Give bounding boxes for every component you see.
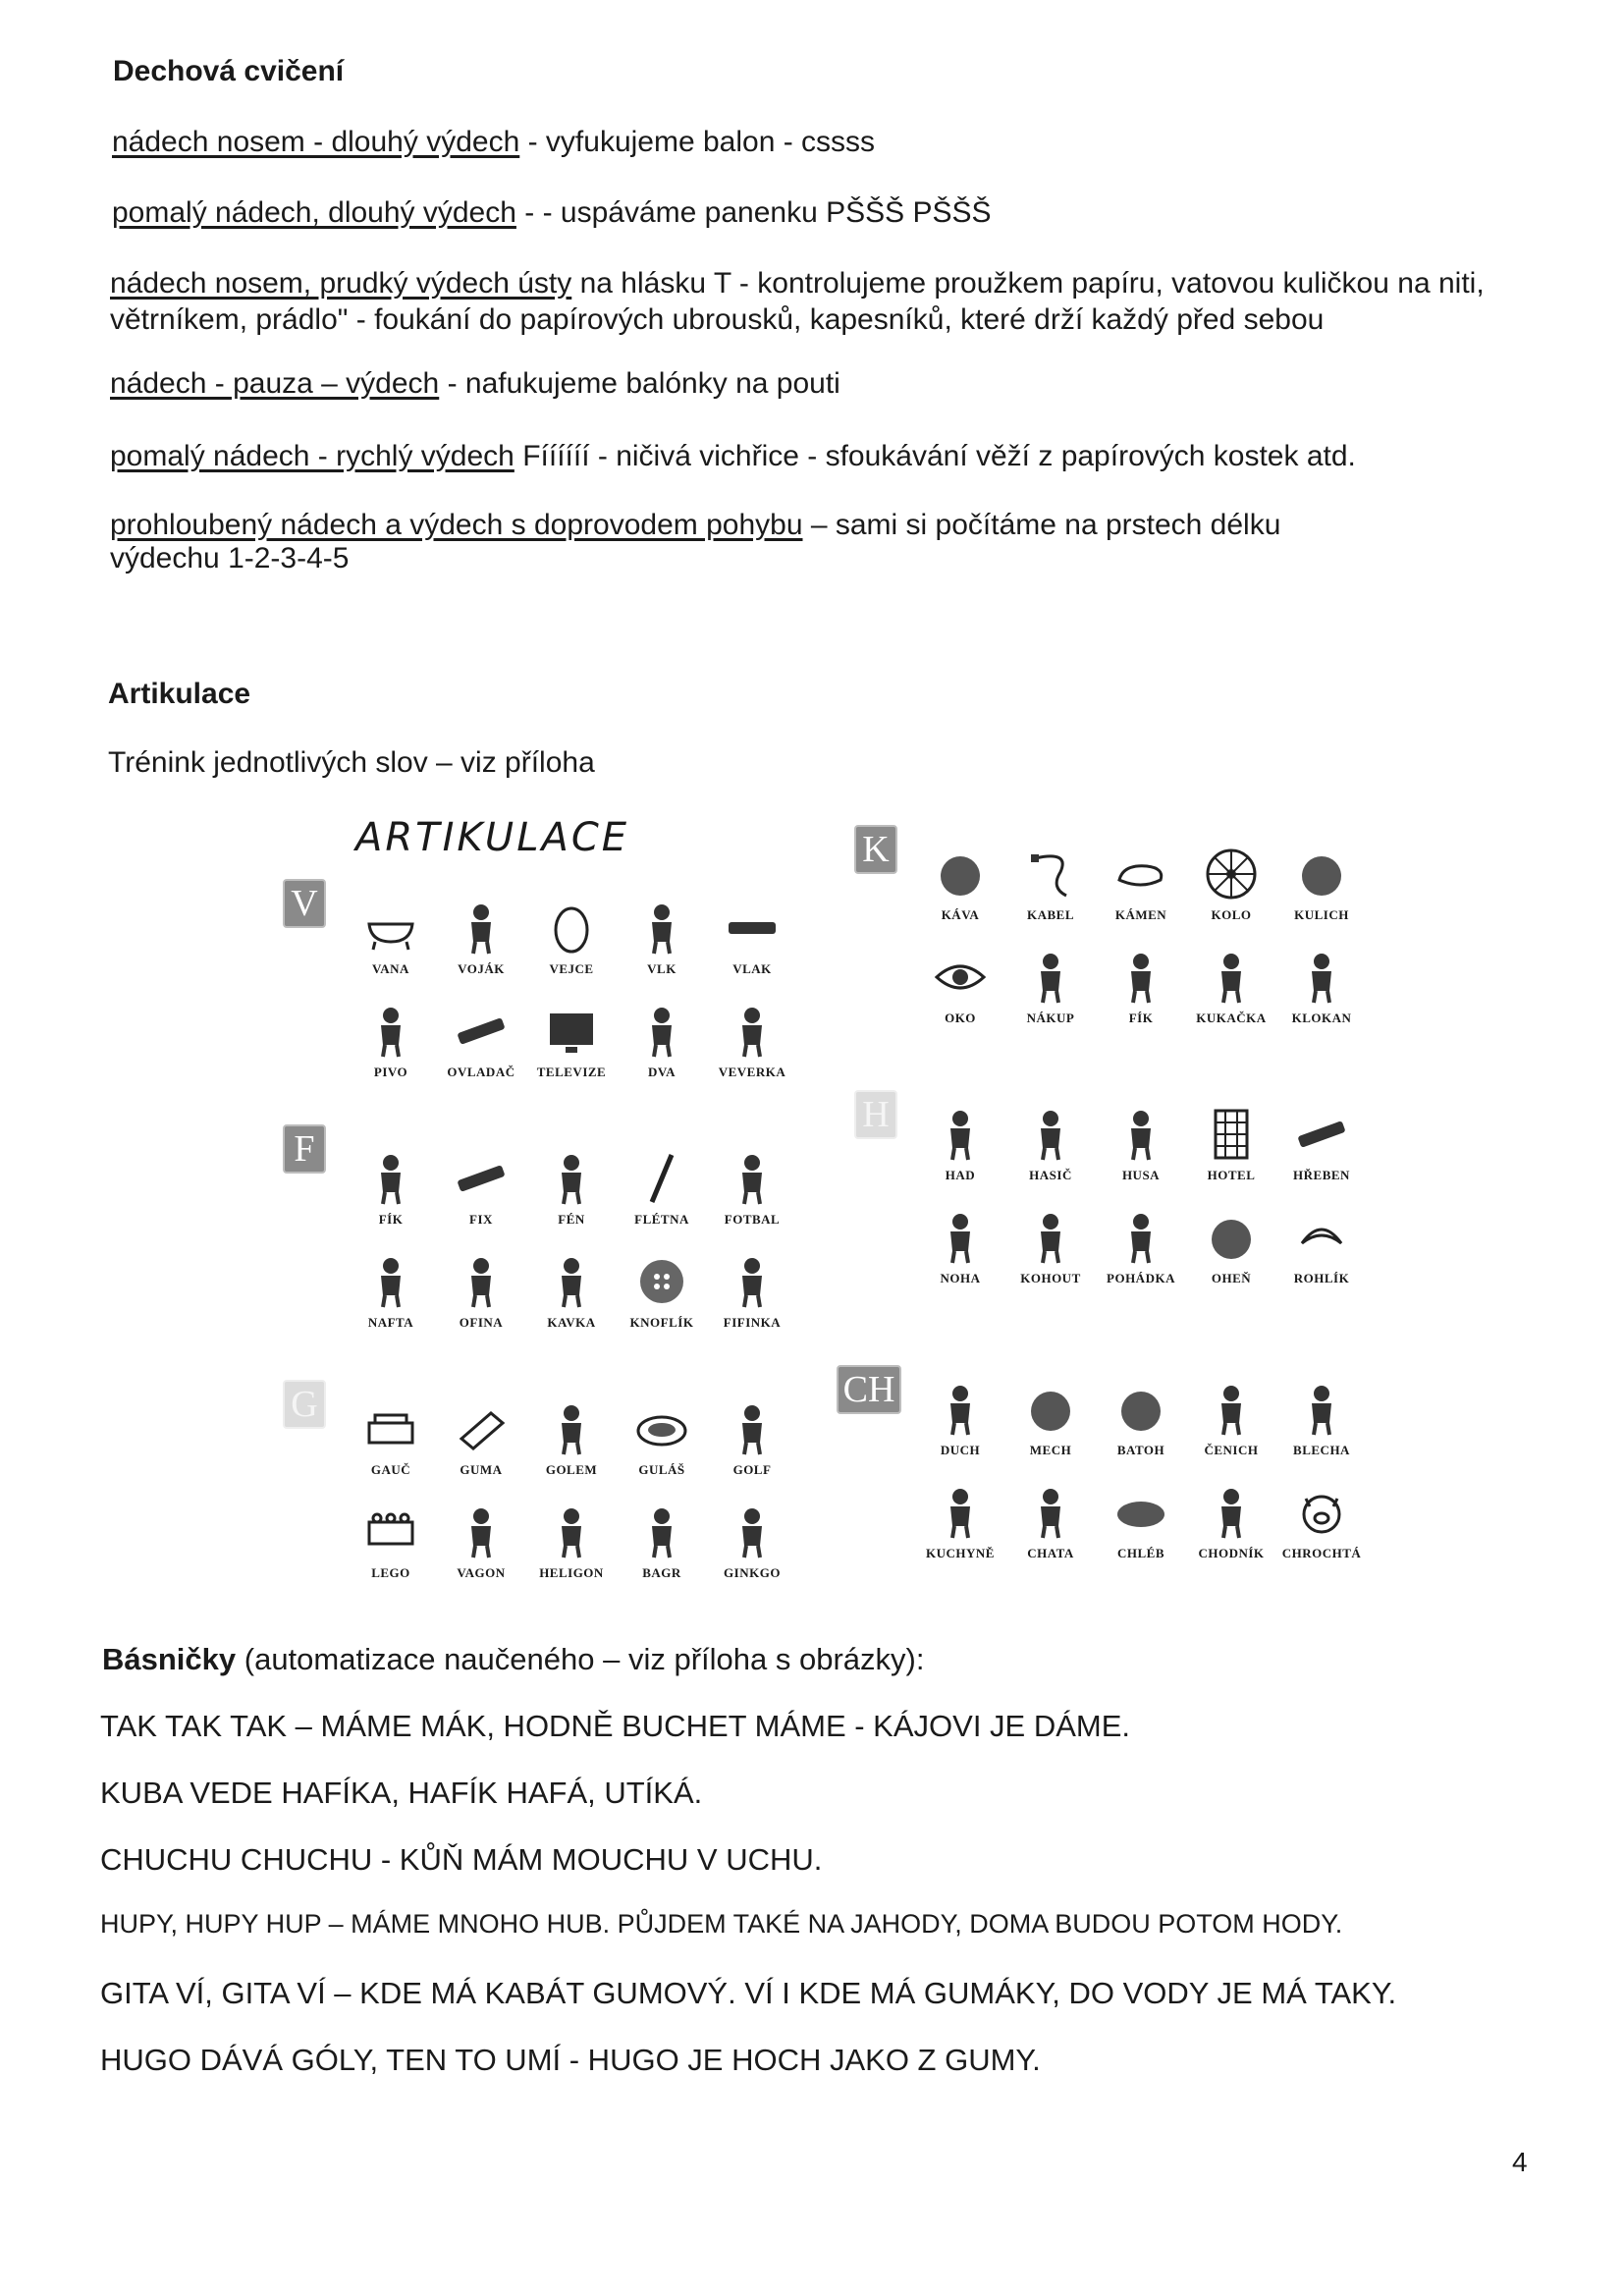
train-icon	[723, 899, 782, 957]
articulation-intro: Trénink jednotlivých slov – viz příloha	[108, 746, 595, 779]
basket-icon	[1021, 948, 1080, 1007]
breathing-line-4-text: - nafukujeme balónky na pouti	[439, 367, 840, 400]
poems-heading-rest: (automatizace naučeného – viz příloha s obrázky):	[236, 1642, 925, 1676]
poems-heading: Básničky	[102, 1642, 237, 1676]
wolf-icon	[632, 899, 691, 957]
cable-icon	[1021, 845, 1080, 903]
worksheet-item-label: DUCH	[940, 1443, 981, 1457]
worksheet-item	[705, 1149, 799, 1228]
worksheet-item	[615, 1149, 709, 1228]
worksheet-item-label: MECH	[1029, 1443, 1072, 1457]
pig-icon	[1292, 1483, 1351, 1542]
worksheet-item	[1003, 1105, 1098, 1183]
breathing-line-3-term: nádech nosem, prudký výdech ústy	[110, 267, 572, 300]
hat-icon	[1292, 845, 1351, 903]
worksheet-letter-f: F	[283, 1124, 326, 1174]
worksheet-item	[913, 948, 1007, 1026]
worksheet-item	[615, 1002, 709, 1080]
backpack-icon	[1111, 1380, 1170, 1439]
soldier-icon	[452, 899, 511, 957]
worksheet-item-label: GINKGO	[724, 1565, 781, 1580]
egg-icon	[542, 899, 601, 957]
kangaroo-icon	[1292, 948, 1351, 1007]
breathing-line-3-text: na hlásku T - kontrolujeme proužkem papíru, vatovou kuličkou na niti,	[571, 267, 1485, 300]
breathing-line-6-term: prohloubený nádech a výdech s doprovodem pohybu	[110, 509, 803, 541]
worksheet-item	[705, 1503, 799, 1581]
worksheet-item-label: VEJCE	[549, 961, 594, 976]
worksheet-item-label: VLK	[647, 961, 677, 976]
worksheet-title: ARTIKULACE	[355, 815, 630, 860]
articulation-worksheet	[265, 805, 1394, 1591]
worksheet-item-label: NÁKUP	[1026, 1011, 1075, 1025]
poem-line-2: KUBA VEDE HAFÍKA, HAFÍK HAFÁ, UTÍKÁ.	[100, 1776, 703, 1810]
breathing-line-3-cont-text: větrníkem, prádlo" - foukání do papírových ubrousků, kapesníků, které drží každý před sebou	[110, 303, 1325, 336]
breathing-line-6-text: – sami si počítáme na prstech délku	[802, 509, 1281, 541]
worksheet-item-label: KUKAČKA	[1196, 1011, 1267, 1025]
squirrel-icon	[723, 1002, 782, 1061]
goulash-icon	[632, 1399, 691, 1458]
worksheet-item	[344, 1399, 438, 1478]
page-number: 4	[1512, 2147, 1528, 2177]
goose-icon	[1111, 1105, 1170, 1164]
worksheet-item	[1184, 845, 1278, 923]
worksheet-item	[1184, 1208, 1278, 1286]
worksheet-item	[344, 899, 438, 977]
jackdaw-icon	[542, 1252, 601, 1311]
worksheet-item-label: ROHLÍK	[1293, 1271, 1350, 1285]
worksheet-item	[615, 1399, 709, 1478]
worksheet-item-label: KNOFLÍK	[629, 1315, 694, 1330]
poem-line-6: HUGO DÁVÁ GÓLY, TEN TO UMÍ - HUGO JE HOCH JAKO Z GUMY.	[100, 2043, 1041, 2077]
worksheet-item-label: NAFTA	[367, 1315, 414, 1330]
breathing-line-1-text: - vyfukujeme balon - cssss	[519, 126, 876, 158]
worksheet-letter-k: K	[854, 825, 897, 874]
fireman-icon	[1021, 1105, 1080, 1164]
worksheet-item	[615, 1252, 709, 1331]
wagon-icon	[452, 1503, 511, 1561]
worksheet-item	[434, 1399, 528, 1478]
hotel-icon	[1202, 1105, 1261, 1164]
cuckoo-icon	[1202, 948, 1261, 1007]
breathing-line-2	[112, 196, 992, 230]
leg-icon	[931, 1208, 990, 1267]
worksheet-item	[1003, 1483, 1098, 1561]
worksheet-item-label: PIVO	[373, 1065, 408, 1079]
worksheet-item-label: FIX	[469, 1212, 493, 1227]
worksheet-item-label: GUMA	[460, 1462, 503, 1477]
worksheet-item	[1274, 948, 1369, 1026]
worksheet-item	[344, 1149, 438, 1228]
worksheet-item	[524, 899, 619, 977]
worksheet-item	[1003, 1208, 1098, 1286]
worksheet-item-label: KUCHYNĚ	[926, 1546, 995, 1560]
worksheet-item	[1003, 948, 1098, 1026]
worksheet-item-label: FÍK	[378, 1212, 404, 1227]
worksheet-item-label: FÉN	[558, 1212, 585, 1227]
worksheet-item-label: CHROCHTÁ	[1281, 1546, 1362, 1560]
worksheet-item	[705, 1399, 799, 1478]
worksheet-item	[913, 1208, 1007, 1286]
worksheet-item	[705, 899, 799, 977]
worksheet-item-label: KULICH	[1294, 907, 1349, 922]
worksheet-item-label: GOLF	[732, 1462, 772, 1477]
worksheet-item	[434, 1002, 528, 1080]
worksheet-item-label: KLOKAN	[1291, 1011, 1352, 1025]
breathing-line-4	[110, 367, 840, 401]
worksheet-item	[434, 1252, 528, 1331]
worksheet-letter-g: G	[283, 1380, 326, 1429]
worksheet-item	[1094, 948, 1188, 1026]
cottage-icon	[1021, 1483, 1080, 1542]
coffee-icon	[931, 845, 990, 903]
worksheet-item	[434, 1149, 528, 1228]
worksheet-item	[524, 1002, 619, 1080]
worksheet-item	[615, 899, 709, 977]
breathing-line-5-text: Fíííííí - ničivá vichřice - sfoukávání věží z papírových kostek atd.	[514, 440, 1356, 472]
worksheet-item-label: KOLO	[1211, 907, 1252, 922]
worksheet-item	[1094, 1105, 1188, 1183]
poem-line-4: HUPY, HUPY HUP – MÁME MNOHO HUB. PŮJDEM TAKÉ NA JAHODY, DOMA BUDOU POTOM HODY.	[100, 1909, 1343, 1939]
marker-icon	[452, 1149, 511, 1208]
remote-icon	[452, 1002, 511, 1061]
fig-icon	[1111, 948, 1170, 1007]
footballer-icon	[723, 1149, 782, 1208]
beer-icon	[361, 1002, 420, 1061]
breathing-line-6	[110, 509, 1280, 542]
kitchen-icon	[931, 1483, 990, 1542]
sofa-icon	[361, 1399, 420, 1458]
breathing-line-6-cont-text: výdechu 1-2-3-4-5	[110, 542, 350, 574]
breathing-line-2-term: pomalý nádech, dlouhý výdech	[112, 196, 516, 229]
breathing-line-6-cont	[110, 542, 349, 575]
breathing-line-5	[110, 440, 1356, 473]
worksheet-item	[524, 1149, 619, 1228]
worksheet-item-label: VAGON	[457, 1565, 506, 1580]
breathing-line-4-term: nádech - pauza – výdech	[110, 367, 440, 400]
worksheet-item-label: CHLÉB	[1116, 1546, 1164, 1560]
worksheet-item	[434, 1503, 528, 1581]
worksheet-letter-h: H	[854, 1090, 897, 1139]
worksheet-item-label: OKO	[945, 1011, 976, 1025]
snake-icon	[931, 1105, 990, 1164]
golem-icon	[542, 1399, 601, 1458]
worksheet-item-label: VLAK	[732, 961, 772, 976]
lego-icon	[361, 1503, 420, 1561]
golfer-icon	[723, 1399, 782, 1458]
worksheet-item-label: GULÁŠ	[638, 1462, 685, 1477]
girl-face-icon	[452, 1252, 511, 1311]
pavement-icon	[1202, 1483, 1261, 1542]
worksheet-item-label: BAGR	[642, 1565, 681, 1580]
worksheet-item-label: FLÉTNA	[634, 1212, 689, 1227]
worksheet-letter-v: V	[283, 879, 326, 928]
helicon-icon	[542, 1503, 601, 1561]
worksheet-item	[913, 845, 1007, 923]
worksheet-item	[913, 1380, 1007, 1458]
bath-icon	[361, 899, 420, 957]
worksheet-item	[344, 1252, 438, 1331]
worksheet-item-label: VANA	[372, 961, 409, 976]
worksheet-item	[1274, 845, 1369, 923]
worksheet-item-label: TELEVIZE	[536, 1065, 607, 1079]
fifinka-icon	[723, 1252, 782, 1311]
worksheet-item	[1094, 1208, 1188, 1286]
poem-line-5: GITA VÍ, GITA VÍ – KDE MÁ KABÁT GUMOVÝ. VÍ I KDE MÁ GUMÁKY, DO VODY JE MÁ TAKY.	[100, 1976, 1397, 2010]
croissant-icon	[1292, 1208, 1351, 1267]
comb-icon	[1292, 1105, 1351, 1164]
worksheet-item-label: KÁMEN	[1114, 907, 1167, 922]
worksheet-item-label: LEGO	[371, 1565, 410, 1580]
worksheet-item	[344, 1002, 438, 1080]
breathing-line-3-cont	[110, 303, 1324, 337]
worksheet-item	[705, 1252, 799, 1331]
poems-heading-line	[102, 1642, 924, 1677]
worksheet-item	[434, 899, 528, 977]
worksheet-item-label: HELIGON	[539, 1565, 604, 1580]
ghost-icon	[931, 1380, 990, 1439]
worksheet-item-label: FOTBAL	[724, 1212, 781, 1227]
worksheet-item-label: OHEŇ	[1211, 1271, 1252, 1285]
worksheet-item-label: KAVKA	[547, 1315, 596, 1330]
breathing-line-1	[112, 126, 875, 159]
tv-icon	[542, 1002, 601, 1061]
worksheet-item-label: DVA	[648, 1065, 676, 1079]
articulation-heading: Artikulace	[108, 678, 251, 710]
worksheet-item-label: CHATA	[1027, 1546, 1074, 1560]
worksheet-item-label: HAD	[945, 1168, 976, 1182]
breathing-line-5-term: pomalý nádech - rychlý výdech	[110, 440, 514, 472]
flea-icon	[1292, 1380, 1351, 1439]
worksheet-item-label: HASIČ	[1029, 1168, 1072, 1182]
flute-icon	[632, 1149, 691, 1208]
book-icon	[1111, 1208, 1170, 1267]
worksheet-item	[1274, 1483, 1369, 1561]
worksheet-item-label: NOHA	[940, 1271, 981, 1285]
button-icon	[632, 1252, 691, 1311]
worksheet-item	[1184, 1105, 1278, 1183]
worksheet-item-label: HOTEL	[1207, 1168, 1256, 1182]
excavator-icon	[632, 1503, 691, 1561]
worksheet-item-label: GAUČ	[370, 1462, 411, 1477]
canister-icon	[361, 1252, 420, 1311]
worksheet-item-label: KOHOUT	[1020, 1271, 1081, 1285]
worksheet-item-label: ČENICH	[1204, 1443, 1259, 1457]
worksheet-item-label: OVLADAČ	[447, 1065, 515, 1079]
breathing-heading: Dechová cvičení	[113, 55, 345, 87]
breathing-line-1-term: nádech nosem - dlouhý výdech	[112, 126, 520, 158]
worksheet-item-label: HUSA	[1121, 1168, 1161, 1182]
worksheet-item-label: FIFINKA	[723, 1315, 782, 1330]
bread-icon	[1111, 1483, 1170, 1542]
worksheet-item-label: HŘEBEN	[1293, 1168, 1350, 1182]
eye-icon	[931, 948, 990, 1007]
worksheet-item	[1094, 1483, 1188, 1561]
worksheet-item	[1003, 1380, 1098, 1458]
two-fingers-icon	[632, 1002, 691, 1061]
worksheet-item	[1003, 845, 1098, 923]
worksheet-item	[1094, 1380, 1188, 1458]
moss-icon	[1021, 1380, 1080, 1439]
poem-line-3: CHUCHU CHUCHU - KŮŇ MÁM MOUCHU V UCHU.	[100, 1842, 823, 1877]
breathing-line-3	[110, 267, 1485, 301]
worksheet-item-label: VEVERKA	[718, 1065, 786, 1079]
rooster-icon	[1021, 1208, 1080, 1267]
worksheet-item-label: CHODNÍK	[1198, 1546, 1265, 1560]
worksheet-item-label: BATOH	[1116, 1443, 1165, 1457]
worksheet-item	[1274, 1380, 1369, 1458]
worksheet-item-label: POHÁDKA	[1107, 1271, 1175, 1285]
worksheet-item-label: VOJÁK	[458, 961, 505, 976]
snout-icon	[1202, 1380, 1261, 1439]
stone-icon	[1111, 845, 1170, 903]
worksheet-item	[1184, 1483, 1278, 1561]
fire-icon	[1202, 1208, 1261, 1267]
dog-icon	[361, 1149, 420, 1208]
worksheet-item	[615, 1503, 709, 1581]
worksheet-item-label: GOLEM	[545, 1462, 598, 1477]
worksheet-item	[524, 1252, 619, 1331]
worksheet-item-label: BLECHA	[1293, 1443, 1350, 1457]
wheel-icon	[1202, 845, 1261, 903]
worksheet-item-label: KÁVA	[941, 907, 980, 922]
worksheet-item	[1274, 1105, 1369, 1183]
worksheet-item	[344, 1503, 438, 1581]
eraser-icon	[452, 1399, 511, 1458]
worksheet-item	[524, 1503, 619, 1581]
worksheet-item	[913, 1105, 1007, 1183]
worksheet-item	[1274, 1208, 1369, 1286]
ginkgo-leaf-icon	[723, 1503, 782, 1561]
worksheet-item	[705, 1002, 799, 1080]
poem-line-1: TAK TAK TAK – MÁME MÁK, HODNĚ BUCHET MÁME - KÁJOVI JE DÁME.	[100, 1709, 1131, 1743]
worksheet-letter-ch: CH	[837, 1365, 901, 1414]
worksheet-item-label: OFINA	[459, 1315, 504, 1330]
hairdryer-icon	[542, 1149, 601, 1208]
worksheet-item-label: KABEL	[1026, 907, 1074, 922]
worksheet-item-label: FÍK	[1128, 1011, 1154, 1025]
worksheet-item	[1094, 845, 1188, 923]
worksheet-item	[1184, 948, 1278, 1026]
worksheet-item	[1184, 1380, 1278, 1458]
worksheet-item	[913, 1483, 1007, 1561]
breathing-line-2-text: - - uspáváme panenku PŠŠŠ PŠŠŠ	[515, 196, 992, 229]
worksheet-item	[524, 1399, 619, 1478]
